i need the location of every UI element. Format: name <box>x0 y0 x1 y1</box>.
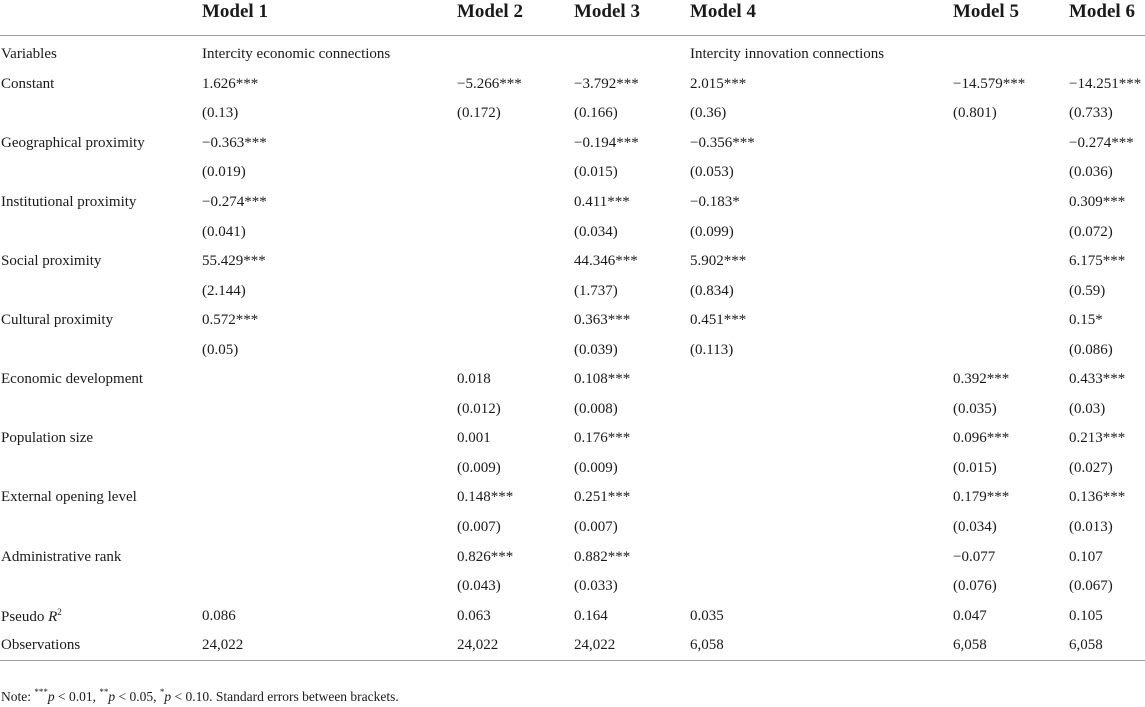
table-cell <box>202 424 457 454</box>
table-cell: (0.172) <box>457 105 501 122</box>
table-cell: (1.737) <box>574 282 618 299</box>
table-cell <box>457 306 574 336</box>
table-cell: 0.164 <box>574 607 608 624</box>
table-cell: (0.113) <box>690 341 734 358</box>
table-cell: (0.039) <box>574 341 618 358</box>
table-cell: 0.105 <box>1069 607 1103 624</box>
table-cell: 0.451*** <box>690 312 747 329</box>
table-cell: (0.03) <box>1069 400 1106 417</box>
row-label: Administrative rank <box>1 548 122 565</box>
table-cell <box>953 188 1069 218</box>
table-cell: 0.363*** <box>574 312 631 329</box>
table-cell: 6,058 <box>953 631 1069 661</box>
table-row <box>0 306 1145 336</box>
row-label: Observations <box>0 631 202 661</box>
table-cell <box>690 572 953 602</box>
table-cell: 6.175*** <box>1069 253 1126 270</box>
row-label <box>0 158 202 188</box>
table-cell: (0.067) <box>1069 578 1113 595</box>
table-cell: 0.001 <box>457 430 491 447</box>
table-row <box>0 601 1145 631</box>
table-cell: −14.579*** <box>953 75 1026 92</box>
table-row <box>0 276 1145 306</box>
table-cell: 5.902*** <box>690 253 747 270</box>
table-cell: 0.096*** <box>953 430 1010 447</box>
table-row <box>0 99 1145 129</box>
table-cell: 0.433*** <box>1069 371 1126 388</box>
table-cell <box>690 483 953 513</box>
table-cell <box>202 365 457 395</box>
table-cell <box>953 306 1069 336</box>
table-cell: 0.047 <box>953 607 987 624</box>
table-cell: (0.072) <box>1069 223 1113 240</box>
table-cell: (0.007) <box>457 519 501 536</box>
table-cell: −0.274*** <box>202 194 267 210</box>
table-cell: (0.053) <box>690 164 734 181</box>
table-cell: 0.136*** <box>1069 489 1126 506</box>
table-row <box>0 513 1145 543</box>
table-cell: 24,022 <box>202 631 457 661</box>
table-cell: (0.034) <box>574 223 618 240</box>
table-cell: Intercity innovation connections <box>690 46 885 63</box>
table-cell: 24,022 <box>457 631 574 661</box>
table-cell <box>457 335 574 365</box>
table-cell <box>953 129 1069 159</box>
row-label: Pseudo $R^2$ <box>1 606 62 625</box>
table-body <box>0 36 1145 661</box>
row-label <box>0 454 202 484</box>
table-cell: (0.834) <box>690 282 734 299</box>
table-row <box>0 70 1145 100</box>
table-cell: 0.035 <box>690 607 724 624</box>
table-cell: 6,058 <box>1069 631 1145 661</box>
table-cell: (0.166) <box>574 105 618 122</box>
table-cell: 0.108*** <box>574 371 631 388</box>
table-cell <box>457 217 574 247</box>
table-cell <box>202 513 457 543</box>
table-cell <box>690 424 953 454</box>
table-cell: 0.309*** <box>1069 194 1126 210</box>
table-row <box>0 395 1145 425</box>
table-cell <box>202 454 457 484</box>
table-cell: (0.043) <box>457 578 501 595</box>
table-row <box>0 424 1145 454</box>
table-cell <box>690 395 953 425</box>
row-label: Social proximity <box>1 253 102 270</box>
table-cell <box>457 276 574 306</box>
row-label <box>0 335 202 365</box>
table-row <box>0 454 1145 484</box>
table-row <box>0 631 1145 661</box>
table-cell <box>457 247 574 277</box>
table-cell: 24,022 <box>574 631 690 661</box>
table-cell: 0.148*** <box>457 489 514 506</box>
row-label: Cultural proximity <box>1 312 114 329</box>
header-model-1: Model 1 <box>202 0 457 36</box>
row-label <box>0 217 202 247</box>
table-cell: 0.176*** <box>574 430 631 447</box>
row-label <box>0 276 202 306</box>
table-cell: 0.572*** <box>202 312 259 329</box>
header-model-2: Model 2 <box>457 0 574 36</box>
table-cell: 2.015*** <box>690 75 747 92</box>
table-cell <box>953 247 1069 277</box>
table-cell: (0.13) <box>202 105 239 122</box>
table-cell: (0.009) <box>457 459 501 476</box>
table-header <box>0 0 1145 36</box>
table-cell <box>953 158 1069 188</box>
table-cell: −0.194*** <box>574 134 639 151</box>
row-label <box>0 99 202 129</box>
table-cell: 0.086 <box>202 607 236 624</box>
row-label <box>0 572 202 602</box>
table-row <box>0 335 1145 365</box>
table-cell: (0.034) <box>953 519 997 536</box>
table-cell: (0.099) <box>690 223 734 240</box>
table-cell <box>690 513 953 543</box>
table-cell: (0.009) <box>574 459 618 476</box>
header-model-6: Model 6 <box>1069 0 1145 36</box>
table-cell <box>202 395 457 425</box>
row-label <box>0 395 202 425</box>
table-cell: 0.213*** <box>1069 430 1126 447</box>
table-cell <box>457 129 574 159</box>
table-cell: 6,058 <box>690 631 953 661</box>
table-cell: 0.018 <box>457 371 491 388</box>
table-cell: 0.392*** <box>953 371 1010 388</box>
table-cell: (0.027) <box>1069 459 1113 476</box>
row-label: Geographical proximity <box>1 134 145 151</box>
table-cell: (0.012) <box>457 400 501 417</box>
table-cell: −0.077 <box>953 548 996 565</box>
table-cell: 55.429*** <box>202 253 266 270</box>
table-row <box>0 572 1145 602</box>
header-row <box>0 0 1145 36</box>
table-cell: (0.007) <box>574 519 618 536</box>
table-cell: (0.041) <box>202 223 246 240</box>
table-cell: −0.274*** <box>1069 134 1134 151</box>
table-cell <box>202 572 457 602</box>
table-cell: (0.019) <box>202 164 246 181</box>
table-cell: Intercity economic connections <box>202 46 391 63</box>
table-cell <box>574 36 690 70</box>
table-cell: (0.59) <box>1069 282 1106 299</box>
table-cell <box>953 217 1069 247</box>
table-cell: (0.36) <box>690 105 727 122</box>
table-cell: 0.251*** <box>574 489 631 506</box>
table-row <box>0 365 1145 395</box>
header-model-3: Model 3 <box>574 0 690 36</box>
table-cell: −0.183* <box>690 194 740 210</box>
table-cell <box>457 36 574 70</box>
table-cell: 0.15* <box>1069 312 1103 329</box>
table-cell: (0.035) <box>953 400 997 417</box>
table-row <box>0 188 1145 218</box>
row-label: Institutional proximity <box>1 194 137 210</box>
table-cell: (2.144) <box>202 282 246 299</box>
table-cell: 44.346*** <box>574 253 638 270</box>
table-cell: (0.008) <box>574 400 618 417</box>
table-cell <box>1069 36 1145 70</box>
table-cell <box>953 276 1069 306</box>
table-cell: (0.033) <box>574 578 618 595</box>
table-cell <box>690 542 953 572</box>
table-cell: −14.251*** <box>1069 75 1142 92</box>
row-label: Economic development <box>1 371 144 388</box>
header-model-5: Model 5 <box>953 0 1069 36</box>
table-row <box>0 483 1145 513</box>
table-cell: −5.266*** <box>457 75 522 92</box>
table-row <box>0 247 1145 277</box>
table-cell: (0.801) <box>953 105 997 122</box>
table-cell: 0.826*** <box>457 548 514 565</box>
row-label: External opening level <box>1 489 137 506</box>
table-cell: (0.013) <box>1069 519 1113 536</box>
table-row <box>0 129 1145 159</box>
table-cell <box>457 188 574 218</box>
table-cell: 0.063 <box>457 607 491 624</box>
table-note: Note: ***p < 0.01, **p < 0.05, *p < 0.10. Standard errors between brackets. <box>1 687 399 704</box>
table-cell: (0.015) <box>953 459 997 476</box>
table-cell <box>457 158 574 188</box>
table-cell: (0.036) <box>1069 164 1113 181</box>
table-cell: 0.107 <box>1069 548 1103 565</box>
table-cell <box>202 483 457 513</box>
table-row <box>0 36 1145 70</box>
table-row <box>0 542 1145 572</box>
table-cell: (0.05) <box>202 341 239 358</box>
row-label <box>0 513 202 543</box>
table-cell: 0.882*** <box>574 548 631 565</box>
row-label: Variables <box>1 46 57 63</box>
table-cell: −0.363*** <box>202 134 267 151</box>
table-cell: −3.792*** <box>574 75 639 92</box>
table-cell <box>690 365 953 395</box>
table-cell: (0.086) <box>1069 341 1113 358</box>
table-cell: −0.356*** <box>690 134 755 151</box>
row-label: Constant <box>1 75 55 92</box>
table-cell: 0.179*** <box>953 489 1010 506</box>
table-cell: (0.015) <box>574 164 618 181</box>
table-cell: (0.076) <box>953 578 997 595</box>
table-cell <box>953 36 1069 70</box>
table-cell: 1.626*** <box>202 75 259 92</box>
header-blank <box>0 0 202 36</box>
table-cell: 0.411*** <box>574 194 630 210</box>
table-row <box>0 158 1145 188</box>
table-cell: (0.733) <box>1069 105 1113 122</box>
table-cell <box>202 542 457 572</box>
header-model-4: Model 4 <box>690 0 953 36</box>
table-row <box>0 217 1145 247</box>
row-label: Population size <box>1 430 94 447</box>
table-cell <box>953 335 1069 365</box>
table-cell <box>690 454 953 484</box>
